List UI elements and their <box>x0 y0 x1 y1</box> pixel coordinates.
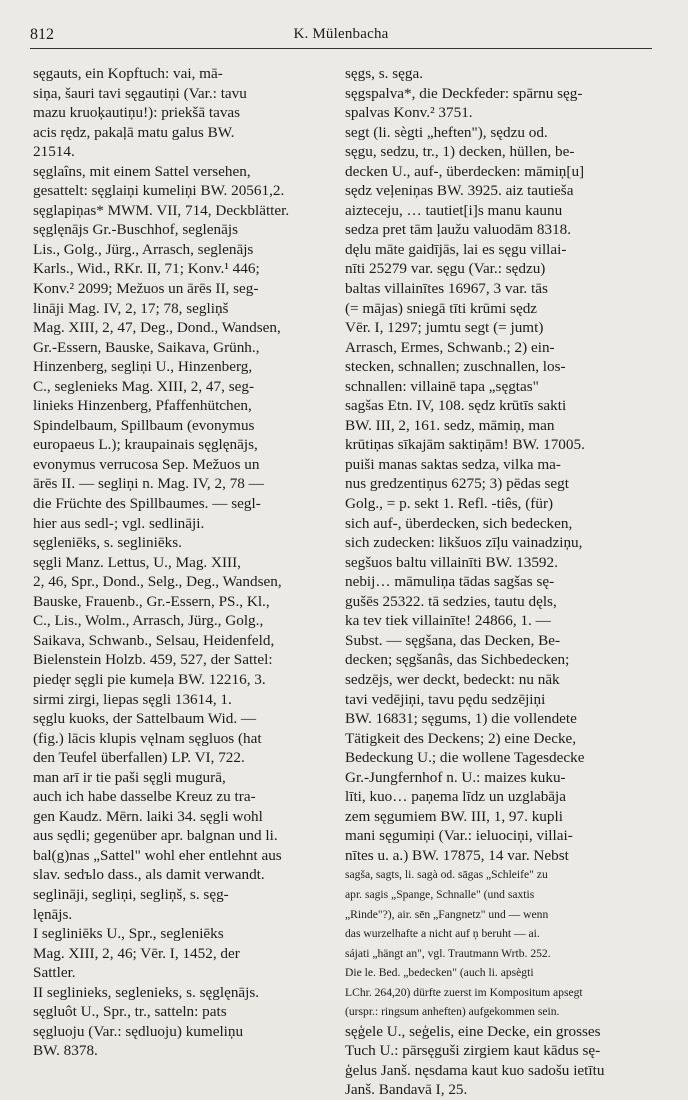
text-line: (urspr.: ringsum anheften) aufgekommen sein. <box>345 1005 560 1019</box>
text-line: BW. 8378. <box>33 1042 98 1060</box>
page-number: 812 <box>30 26 54 43</box>
text-line: sęģele U., seģelis, eine Decke, ein grosses <box>345 1022 601 1040</box>
text-line: II seglinieks, seglenieks, s. sęglęnājs. <box>33 983 260 1001</box>
text-line: sęgauts, ein Kopftuch: vai, mā- <box>33 65 223 82</box>
text-line: decken U., auf-, überdecken: māmiņ[u] <box>345 162 585 180</box>
text-line: līti, kuo… paņema līdz un uzglabāja <box>345 788 566 806</box>
text-line: LChr. 264,20) dürfte zuerst im Kompositum apsegt <box>345 985 583 999</box>
text-line: Subst. — sęgšana, das Decken, Be- <box>345 631 561 649</box>
text-line: gušēs 25322. tā sedzies, tautu dęls, <box>345 592 557 610</box>
text-line: BW. III, 2, 161. sedz, māmiņ, man <box>345 416 555 434</box>
text-line: dęlu māte gaidījās, lai es sęgu villai- <box>345 240 567 258</box>
text-line: sęgspalva*, die Deckfeder: spārnu sęg- <box>345 84 583 102</box>
text-line: europaeus L.); kraupainais sęglęnājs, <box>33 436 258 454</box>
text-line: Golg., = p. sekt 1. Refl. -tiês, (für) <box>345 495 554 513</box>
text-line: sagšas Etn. IV, 108. sędz krūtīs sakti <box>345 397 567 415</box>
text-line: schnallen: villainē tapa „sęgtas" <box>345 377 539 395</box>
left-column <box>33 64 347 1061</box>
text-line: krūtiņas sīkajām saktiņām! BW. 17005. <box>345 436 585 454</box>
text-line: sich auf-, überdecken, sich bedecken, <box>345 514 573 532</box>
text-line: sędz veļeniņas BW. 3925. aiz tautieša <box>345 182 574 200</box>
text-line: sęgli Manz. Lettus, U., Mag. XIII, <box>33 553 241 571</box>
text-line: I segliniēks U., Spr., segleniēks <box>33 925 224 943</box>
text-line: spalvas Konv.² 3751. <box>345 104 473 122</box>
text-line: den Teufel überfallen) LP. VI, 722. <box>33 749 245 767</box>
text-line: sájati „hängt an", vgl. Trautmann Wrtb. 252. <box>345 946 551 960</box>
text-line: gen Kaudz. Mērn. laiki 34. sęgli wohl <box>33 807 263 825</box>
text-line: sagša, sagts, li. sagà od. sāgas „Schleife" zu <box>345 868 548 882</box>
text-line: sęglapiņas* MWM. VII, 714, Deckblätter. <box>33 201 290 219</box>
text-line: Mag. XIII, 2, 47, Deg., Dond., Wandsen, <box>33 319 281 337</box>
text-line: sedza pret tām ļaužu valuodām 8318. <box>345 221 572 239</box>
text-line: stecken, schnallen; zuschnallen, los- <box>345 358 566 376</box>
text-line: hier aus sedl-; vgl. sedlināji. <box>33 514 205 532</box>
text-line: Mag. XIII, 2, 46; Vēr. I, 1452, der <box>33 944 240 962</box>
text-line: man arī ir tie paši sęgli mugurā, <box>33 768 226 786</box>
text-line: acis rędz, pakaļā matu galus BW. <box>33 123 235 141</box>
header-rule <box>30 48 652 49</box>
text-line: sirmi zirgi, liepas sęgli 13614, 1. <box>33 690 232 708</box>
text-line: nus gredzentiņus 6275; 3) pēdas segt <box>345 475 569 493</box>
text-line: bal(g)nas „Sattel" wohl eher entlehnt aus <box>33 846 282 864</box>
text-line: Bielenstein Holzb. 459, 527, der Sattel: <box>33 651 273 669</box>
text-line: sęgs, s. sęga. <box>345 65 424 82</box>
text-line: Arrasch, Ermes, Schwanb.; 2) ein- <box>345 338 555 356</box>
text-line: Bedeckung U.; die wollene Tagesdecke <box>345 749 585 767</box>
text-line: puiši manas saktas sedza, vilka ma- <box>345 455 561 473</box>
text-line: sęgu, sedzu, tr., 1) decken, hüllen, be- <box>345 143 575 161</box>
text-line: evonymus verrucosa Sep. Mežuos un <box>33 455 260 473</box>
text-line: „Rinde"?), air. sēn „Fangnetz" und — wenn <box>345 907 549 921</box>
text-line: ka tev tiek villainīte! 24866, 1. — <box>345 612 551 630</box>
text-line: lināji Mag. IV, 2, 17; 78, segliņš <box>33 299 229 317</box>
text-line: Bauske, Frauenb., Gr.-Essern, PS., Kl., <box>33 592 270 610</box>
text-line: decken; sęgšanâs, das Sichbedecken; <box>345 651 570 669</box>
text-line: aizteceju, … tautiet[i]s manu kaunu <box>345 201 563 219</box>
running-title: K. Mülenbacha <box>293 26 389 42</box>
text-line: Karls., Wid., RKr. II, 71; Konv.¹ 446; <box>33 260 260 278</box>
text-line: baltas villainītes 16967, 3 var. tās <box>345 280 548 298</box>
text-line: Gr.-Essern, Bauske, Saikava, Grünh., <box>33 338 260 356</box>
text-line: mazu kruoķautiņu!): priekšā tavas <box>33 104 241 122</box>
text-line: (fig.) lācis klupis vęlnam sęgluos (hat <box>33 729 262 747</box>
text-line: sęglaîns, mit einem Sattel versehen, <box>33 162 251 180</box>
text-line: Konv.² 2099; Mežuos un ārēs II, seg- <box>33 280 259 298</box>
text-line: segt (li. sègti „heften"), sędzu od. <box>345 123 548 141</box>
text-line: slav. sedъlo dass., als damit verwandt. <box>33 866 265 884</box>
text-line: sęglu kuoks, der Sattelbaum Wid. — <box>33 710 257 728</box>
text-line: nīti 25279 var. sęgu (Var.: sędzu) <box>345 260 546 278</box>
text-line: piedęr sęgli pie kumeļa BW. 12216, 3. <box>33 670 266 688</box>
page-header <box>30 26 652 48</box>
text-line: die Früchte des Spillbaumes. — segl- <box>33 495 261 513</box>
text-line: Vēr. I, 1297; jumtu segt (= jumt) <box>345 319 544 337</box>
text-line: Sattler. <box>33 964 76 982</box>
right-column <box>345 64 669 1100</box>
text-line: Spindelbaum, Spillbaum (evonymus <box>33 416 255 434</box>
text-line: sęgluoju (Var.: sędluoju) kumeliņu <box>33 1022 244 1040</box>
text-line: mani sęgumiņi (Var.: ieluociņi, villai- <box>345 827 573 845</box>
text-line: (= mājas) sniegā tīti krūmi sędz <box>345 299 538 317</box>
text-line: ģelus Janš. nęsdama kaut kuo sadošu ietītu <box>345 1061 605 1079</box>
text-line: segšuos baltu villainīti BW. 13592. <box>345 553 558 571</box>
text-line: zem sęgumiem BW. III, 1, 97. kupli <box>345 807 563 825</box>
text-line: sęgluôt U., Spr., tr., satteln: pats <box>33 1003 227 1021</box>
text-line: linieks Hinzenberg, Pfaffenhütchen, <box>33 397 252 415</box>
text-line: Hinzenberg, segliņi U., Hinzenberg, <box>33 358 253 376</box>
text-line: sich zudecken: likšuos zīļu vainadziņu, <box>345 534 583 552</box>
text-line: tavi vedējiņi, tavu pędu sedzējiņi <box>345 690 546 708</box>
text-line: Tuch U.: pārsęguši zirgiem kaut kādus sę- <box>345 1042 601 1060</box>
text-line: 21514. <box>33 143 75 161</box>
text-line: ārēs II. — segliņi n. Mag. IV, 2, 78 — <box>33 475 264 493</box>
text-line: Tätigkeit des Deckens; 2) eine Decke, <box>345 729 577 747</box>
text-line: Saikava, Schwanb., Selsau, Heidenfeld, <box>33 631 275 649</box>
text-line: sedzējs, wer deckt, bedeckt: nu nāk <box>345 670 560 688</box>
text-line: Die le. Bed. „bedecken" (auch li. apsègti <box>345 966 534 980</box>
text-line: sęgleniēks, s. segliniēks. <box>33 534 182 552</box>
text-line: lęnājs. <box>33 905 73 923</box>
text-line: siņa, šauri tavi sęgautiņi (Var.: tavu <box>33 84 247 102</box>
text-line: Gr.-Jungfernhof n. U.: maizes kuku- <box>345 768 566 786</box>
text-line: aus sędli; gegenüber apr. balgnan und li. <box>33 827 278 845</box>
text-line: das wurzelhafte a nicht auf ņ beruht — ai. <box>345 927 540 941</box>
text-line: Janš. Bandavā I, 25. <box>345 1081 468 1099</box>
text-line: gesattelt: sęglaiņi kumeliņi BW. 20561,2. <box>33 182 285 200</box>
text-line: C., Lis., Wolm., Arrasch, Jürg., Golg., <box>33 612 264 630</box>
text-line: apr. sagis „Spange, Schnalle" (und saxtis <box>345 887 535 901</box>
text-line: auch ich habe dasselbe Kreuz zu tra- <box>33 788 256 806</box>
text-line: Lis., Golg., Jürg., Arrasch, seglenājs <box>33 240 254 258</box>
text-line: nebij… māmuliņa tādas sagšas sę- <box>345 573 555 591</box>
text-line: sęglęnājs Gr.-Buschhof, seglenājs <box>33 221 238 239</box>
text-line: C., segleniеks Mag. XIII, 2, 47, seg- <box>33 377 255 395</box>
text-line: BW. 16831; sęgums, 1) die vollendete <box>345 710 577 728</box>
text-line: 2, 46, Spr., Dond., Selg., Deg., Wandsen, <box>33 573 282 591</box>
text-line: seglināji, segliņi, segliņš, s. sęg- <box>33 885 229 903</box>
text-line: nītes u. a.) BW. 17875, 14 var. Nebst <box>345 846 569 864</box>
